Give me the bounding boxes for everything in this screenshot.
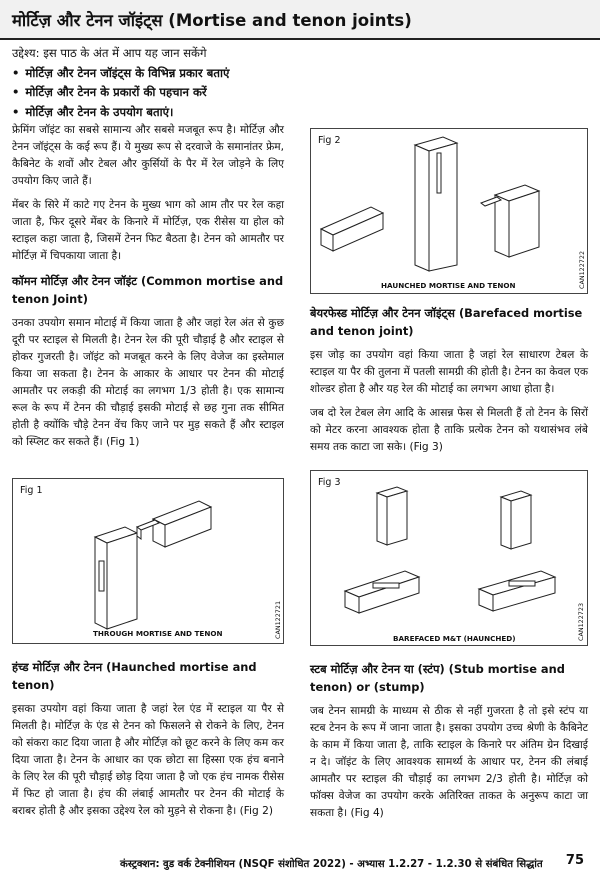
figure-3-caption: BAREFACED M&T (HAUNCHED) <box>393 634 516 643</box>
figure-3-drawing <box>311 471 589 647</box>
paragraph-common-mortise: उनका उपयोग समान मोटाई में किया जाता है और जहां रेल अंत से कुछ दूरी पर स्टाइल से मिलती है। टेनन रेल की पूरी चौड़ाई है और स्टाइल से होकर गुजरती है। जॉइंट को मजबूत करने के लिए वेजेज का इस्तेमाल किया जा सकता है। टेनन के आकार के आधार पर टेनन की मोटाई आमतौर पर लकड़ी की मोटाई का लगभग 1/3 होती है। एक सामान्य रूल के रूप में टेनन की चौड़ाई इसकी मोटाई से छह गुना तक सीमित होती है क्योंकि चौड़े टेनन वेंच किए जाने पर मुड़ सकते हैं और स्टाइल को स्प्लिट कर सकते हैं। (Fig 1) <box>12 317 284 448</box>
figure-1 <box>12 478 284 644</box>
paragraph-barefaced: इस जोड़ का उपयोग वहां किया जाता है जहां रेल साधारण टेबल के स्टाइल या पैर की तुलना में पतली सामग्री की होती है। टेनन का केवल एक शोल्डर होता है और यह रेल की मोटाई का लगभग आधा होता है। <box>310 349 588 395</box>
footer-text: कंस्ट्रक्शन: वुड वर्क टेक्नीशियन (NSQF संशोधित 2022) - अभ्यास 1.2.27 - 1.2.30 से संबंधित सिद्धांत <box>120 859 543 870</box>
figure-2-code: CAN122722 <box>578 250 586 289</box>
objective-item: • मोर्टिज़ और टेनन जॉइंट्स के विभिन्न प्रकार बताएं <box>12 64 588 84</box>
figure-1-drawing <box>13 479 285 645</box>
figure-3 <box>310 470 588 646</box>
left-column-bottom <box>12 654 284 827</box>
heading-haunched: हंच्ड मोर्टिज़ और टेनन (Haunched mortise and tenon) <box>12 660 257 692</box>
objective-item: • मोर्टिज़ और टेनन के उपयोग बताएं। <box>12 103 588 123</box>
figure-1-code: CAN122721 <box>274 600 282 639</box>
paragraph-haunched: इसका उपयोग वहां किया जाता है जहां रेल एंड में स्टाइल या पैर से मिलती है। मोर्टिज़ के एंड से टेनन को फिसलने से रोकने के लिए, टेनन को संकरा काट दिया जाता है और मोर्टिज़ को छूट करने के लिए कम कर दिया जाता है। टेनन के आधार का एक छोटा सा हिस्सा एक हंच बनाने के लिए रेल की पूरी चौड़ाई छोड़ दिया जाता है जो एक हंच नामक रीसेस में फिट हो जाता है। हंच की लंबाई आमतौर पर टेनन की मोटाई के बराबर होती है और इसका उद्देश्य रेल को मुड़ने से रोकना है। (Fig 2) <box>12 703 284 817</box>
figure-3-label: Fig 3 <box>318 477 341 488</box>
figure-1-label: Fig 1 <box>20 485 43 496</box>
left-column-top <box>12 122 284 458</box>
right-column-top <box>310 300 588 463</box>
objectives-intro: उद्देश्य: इस पाठ के अंत में आप यह जान सकेंगे <box>12 46 207 60</box>
paragraph-rail-stile: मेंबर के सिरे में काटे गए टेनन के मुख्य भाग को आम तौर पर रेल कहा जाता है, फिर दूसरे मेंबर के किनारे में मोर्टिज़, एक रीसेस या होल को स्टाइल कहा जाता है, जिसमें टेनन फिट बैठता है। टेनन को आमतौर पर मोर्टिज़ में चिपकाया जाता है। <box>12 199 284 262</box>
page-title: मोर्टिज़ और टेनन जॉइंट्स (Mortise and tenon joints) <box>12 11 412 30</box>
title-bar <box>0 0 600 40</box>
heading-common-mortise: कॉमन मोर्टिज़ और टेनन जॉइंट (Common mortise and tenon Joint) <box>12 274 284 306</box>
right-column-bottom <box>310 656 588 829</box>
page-number: 75 <box>565 853 584 868</box>
figure-2-label: Fig 2 <box>318 135 341 146</box>
paragraph-intro: फ्रेमिंग जॉइंट का सबसे सामान्य और सबसे मजबूत रूप है। मोर्टिज़ और टेनन जॉइंट्स के कई रूप हैं। ये मुख्य रूप से दरवाजे के समानांतर फ्रेम, कैबिनेट के शवों और टेबल और कुर्सियों के पैर में रेल जोड़ने के लिए उपयोग किए जाते हैं। <box>12 124 284 187</box>
paragraph-mitre: जब दो रेल टेबल लेग आदि के आसन्न फेस से मिलती हैं तो टेनन के सिरों को मेटर करना आवश्यक होता है ताकि प्रत्येक टेनन को यथासंभव लंबे समय तक काटा जा सके। (Fig 3) <box>310 407 588 453</box>
figure-2-drawing <box>311 129 589 295</box>
objectives <box>12 44 588 122</box>
heading-stub: स्टब मोर्टिज़ और टेनन या (स्टंप) (Stub mortise and tenon) or (stump) <box>310 662 565 694</box>
figure-1-caption: THROUGH MORTISE AND TENON <box>93 629 223 638</box>
figure-2 <box>310 128 588 294</box>
paragraph-stub: जब टेनन सामग्री के माध्यम से ठीक से नहीं गुजरता है तो इसे स्टंप या स्टब टेनन के रूप में जाना जाता है। इसका उपयोग उच्च श्रेणी के कैबिनेट के काम में किया जाता है, ताकि स्टाइल के किनारे पर अंतिम ग्रेन दिखाई न दे। जॉइंट के लिए आवश्यक सामर्थ्य के आधार पर, टेनन की लंबाई आमतौर पर स्टाइल की चौड़ाई का लगभग 2/3 होती है। मोर्टिज़ को फॉक्स वेजेज का उपयोग करके अतिरिक्त ताकत के अनुरूप काटा जा सकता है। (Fig 4) <box>310 705 588 819</box>
figure-3-code: CAN122723 <box>577 602 585 641</box>
heading-barefaced: बेयरफेस्ड मोर्टिज़ और टेनन जॉइंट्स (Barefaced mortise and tenon joint) <box>310 306 583 338</box>
page-footer <box>0 848 600 876</box>
objective-item: • मोर्टिज़ और टेनन के प्रकारों की पहचान करें <box>12 83 588 103</box>
figure-2-caption: HAUNCHED MORTISE AND TENON <box>381 281 516 290</box>
